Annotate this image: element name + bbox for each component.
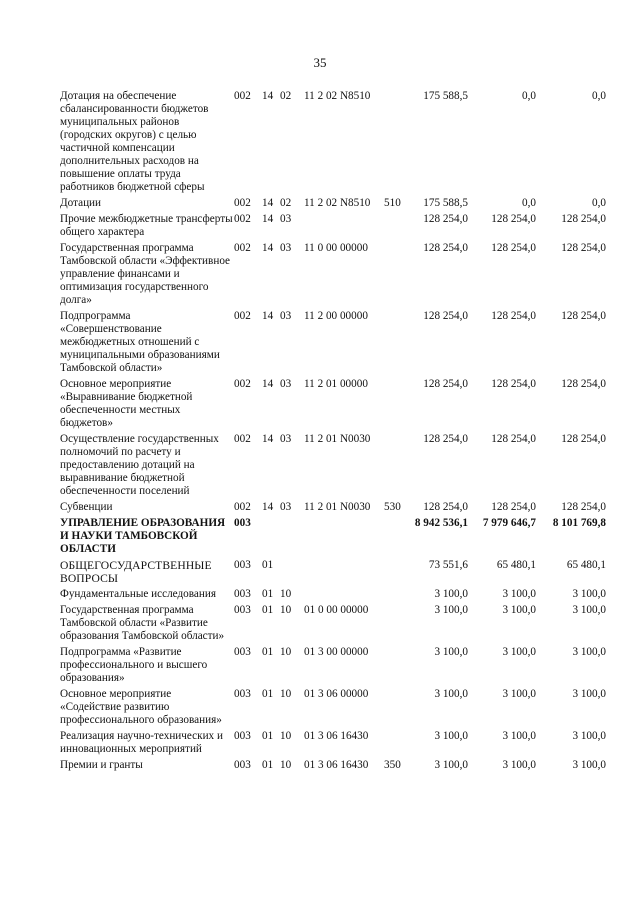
expense-type-code: 530 [384, 501, 401, 513]
amount-year-3: 128 254,0 [561, 242, 606, 254]
table-row [60, 759, 606, 775]
subsection-code: 03 [280, 501, 292, 513]
subsection-code: 03 [280, 310, 292, 322]
amount-year-3: 128 254,0 [561, 378, 606, 390]
amount-year-2: 3 100,0 [502, 604, 536, 616]
subsection-code: 03 [280, 433, 292, 445]
admin-code: 002 [234, 310, 251, 322]
admin-code: 002 [234, 433, 251, 445]
amount-year-2: 7 979 646,7 [482, 517, 536, 529]
amount-year-3: 3 100,0 [572, 588, 606, 600]
section-code: 01 [262, 730, 274, 742]
amount-year-2: 128 254,0 [491, 501, 536, 513]
amount-year-1: 3 100,0 [434, 646, 468, 658]
target-article-code: 11 2 02 N8510 [304, 90, 371, 102]
amount-year-2: 65 480,1 [496, 559, 536, 571]
expense-type-code [384, 90, 408, 197]
amount-year-1: 3 100,0 [434, 759, 468, 771]
admin-code: 002 [234, 501, 251, 513]
table-row [60, 310, 606, 378]
target-article-code: 01 3 00 00000 [304, 646, 369, 658]
target-article-code: 11 2 01 00000 [304, 378, 368, 390]
subsection-code: 03 [280, 242, 292, 254]
row-name: Осуществление государственных полномочий по расчету и предоставлению дотаций на выравнивание бюджетной обеспеченности поселений [60, 433, 219, 497]
expense-type-code [384, 310, 408, 378]
table-row [60, 730, 606, 759]
admin-code: 003 [234, 604, 251, 616]
expense-type-code: 350 [384, 759, 401, 771]
amount-year-1: 8 942 536,1 [414, 517, 468, 529]
target-article-code [304, 213, 384, 242]
section-code: 01 [262, 588, 274, 600]
table-row [60, 242, 606, 310]
amount-year-1: 128 254,0 [423, 378, 468, 390]
admin-code: 002 [234, 378, 251, 390]
table-row [60, 517, 606, 559]
target-article-code: 01 3 06 16430 [304, 730, 369, 742]
amount-year-1: 3 100,0 [434, 604, 468, 616]
row-name: Подпрограмма «Развитие профессионального и высшего образования» [60, 646, 208, 684]
subsection-code: 02 [280, 90, 292, 102]
amount-year-3: 128 254,0 [561, 310, 606, 322]
table-row [60, 378, 606, 433]
table-row [60, 433, 606, 501]
expense-type-code [384, 688, 408, 730]
amount-year-2: 3 100,0 [502, 688, 536, 700]
amount-year-2: 0,0 [522, 197, 536, 209]
section-code [262, 517, 280, 559]
subsection-code: 03 [280, 378, 292, 390]
row-name: Основное мероприятие «Содействие развитию профессионального образования» [60, 688, 222, 726]
amount-year-3: 128 254,0 [561, 433, 606, 445]
row-name: УПРАВЛЕНИЕ ОБРАЗОВАНИЯ И НАУКИ ТАМБОВСКОЙ ОБЛАСТИ [60, 517, 226, 555]
subsection-code: 10 [280, 688, 292, 700]
target-article-code: 01 3 06 00000 [304, 688, 369, 700]
amount-year-2: 128 254,0 [491, 433, 536, 445]
table-row [60, 90, 606, 197]
section-code: 14 [262, 242, 274, 254]
subsection-code [280, 559, 304, 588]
amount-year-3: 3 100,0 [572, 730, 606, 742]
expense-type-code [384, 730, 408, 759]
row-name: Фундаментальные исследования [60, 588, 216, 600]
section-code: 01 [262, 688, 274, 700]
target-article-code: 11 2 01 N0030 [304, 501, 371, 513]
target-article-code: 01 0 00 00000 [304, 604, 369, 616]
expense-type-code [384, 559, 408, 588]
row-name: Реализация научно-технических и инновационных мероприятий [60, 730, 223, 755]
target-article-code: 11 2 00 00000 [304, 310, 368, 322]
target-article-code [304, 588, 384, 604]
amount-year-3: 3 100,0 [572, 759, 606, 771]
budget-table [60, 90, 606, 775]
row-name: Субвенции [60, 501, 113, 513]
expense-type-code [384, 646, 408, 688]
section-code: 01 [262, 604, 274, 616]
section-code: 14 [262, 197, 274, 209]
section-code: 14 [262, 433, 274, 445]
amount-year-3: 0,0 [592, 197, 606, 209]
section-code: 01 [262, 559, 274, 571]
amount-year-3: 128 254,0 [561, 501, 606, 513]
budget-table-body [60, 90, 606, 775]
admin-code: 003 [234, 588, 251, 600]
row-name: Государственная программа Тамбовской области «Эффективное управление финансами и оптимизация государственного долга» [60, 242, 231, 306]
expense-type-code [384, 588, 408, 604]
section-code: 14 [262, 501, 274, 513]
target-article-code: 01 3 06 16430 [304, 759, 369, 771]
section-code: 14 [262, 310, 274, 322]
admin-code: 002 [234, 90, 251, 102]
table-row [60, 688, 606, 730]
expense-type-code [384, 433, 408, 501]
expense-type-code: 510 [384, 197, 401, 209]
subsection-code [280, 517, 304, 559]
admin-code: 003 [234, 688, 251, 700]
admin-code: 002 [234, 197, 251, 209]
amount-year-2: 3 100,0 [502, 646, 536, 658]
table-row [60, 213, 606, 242]
amount-year-2: 128 254,0 [491, 378, 536, 390]
expense-type-code [384, 378, 408, 433]
subsection-code: 10 [280, 759, 292, 771]
row-name: Дотации [60, 197, 102, 209]
amount-year-1: 3 100,0 [434, 688, 468, 700]
admin-code: 003 [234, 517, 251, 529]
target-article-code: 11 2 02 N8510 [304, 197, 371, 209]
amount-year-1: 175 588,5 [423, 197, 468, 209]
amount-year-1: 175 588,5 [423, 90, 468, 102]
amount-year-3: 0,0 [592, 90, 606, 102]
table-row [60, 604, 606, 646]
admin-code: 003 [234, 730, 251, 742]
amount-year-3: 3 100,0 [572, 604, 606, 616]
section-code: 01 [262, 646, 274, 658]
admin-code: 003 [234, 759, 251, 771]
amount-year-1: 3 100,0 [434, 730, 468, 742]
amount-year-2: 128 254,0 [491, 310, 536, 322]
row-name: Премии и гранты [60, 759, 143, 771]
subsection-code: 10 [280, 646, 292, 658]
subsection-code: 10 [280, 730, 292, 742]
target-article-code [304, 517, 384, 559]
section-code: 14 [262, 378, 274, 390]
table-row [60, 588, 606, 604]
amount-year-2: 3 100,0 [502, 759, 536, 771]
table-row [60, 197, 606, 213]
target-article-code [304, 559, 384, 588]
row-name: Государственная программа Тамбовской области «Развитие образования Тамбовской области» [60, 604, 225, 642]
subsection-code: 10 [280, 604, 292, 616]
amount-year-2: 3 100,0 [502, 588, 536, 600]
amount-year-2: 128 254,0 [491, 213, 536, 225]
table-row [60, 559, 606, 588]
amount-year-3: 3 100,0 [572, 646, 606, 658]
amount-year-1: 73 551,6 [428, 559, 468, 571]
admin-code: 002 [234, 242, 251, 254]
row-name: Подпрограмма «Совершенствование межбюджетных отношений с муниципальными образованиями Тамбовской области» [60, 310, 220, 374]
subsection-code: 02 [280, 197, 292, 209]
target-article-code: 11 2 01 N0030 [304, 433, 371, 445]
amount-year-2: 0,0 [522, 90, 536, 102]
expense-type-code [384, 517, 408, 559]
amount-year-1: 3 100,0 [434, 588, 468, 600]
expense-type-code [384, 242, 408, 310]
admin-code: 003 [234, 646, 251, 658]
amount-year-3: 128 254,0 [561, 213, 606, 225]
amount-year-1: 128 254,0 [423, 310, 468, 322]
amount-year-1: 128 254,0 [423, 433, 468, 445]
row-name: Основное мероприятие «Выравнивание бюджетной обеспеченности местных бюджетов» [60, 378, 193, 429]
subsection-code: 03 [280, 213, 292, 225]
subsection-code: 10 [280, 588, 292, 600]
amount-year-1: 128 254,0 [423, 213, 468, 225]
admin-code: 002 [234, 213, 251, 225]
table-row [60, 646, 606, 688]
amount-year-3: 8 101 769,8 [552, 517, 606, 529]
table-row [60, 501, 606, 517]
amount-year-1: 128 254,0 [423, 501, 468, 513]
amount-year-2: 128 254,0 [491, 242, 536, 254]
section-code: 01 [262, 759, 274, 771]
amount-year-3: 3 100,0 [572, 688, 606, 700]
amount-year-2: 3 100,0 [502, 730, 536, 742]
row-name: Дотация на обеспечение сбалансированности бюджетов муниципальных районов (городских округов) с целью частичной компенсации дополнительных расходов на повышение оплаты труда работников бюджетной сферы [60, 90, 209, 193]
expense-type-code [384, 604, 408, 646]
page-number: 35 [313, 55, 327, 70]
section-code: 14 [262, 90, 274, 102]
target-article-code: 11 0 00 00000 [304, 242, 368, 254]
row-name: Прочие межбюджетные трансферты общего характера [60, 213, 233, 238]
amount-year-3: 65 480,1 [566, 559, 606, 571]
admin-code: 003 [234, 559, 251, 571]
amount-year-1: 128 254,0 [423, 242, 468, 254]
expense-type-code [384, 213, 408, 242]
row-name: ОБЩЕГОСУДАРСТВЕННЫЕ ВОПРОСЫ [60, 559, 212, 585]
section-code: 14 [262, 213, 274, 225]
